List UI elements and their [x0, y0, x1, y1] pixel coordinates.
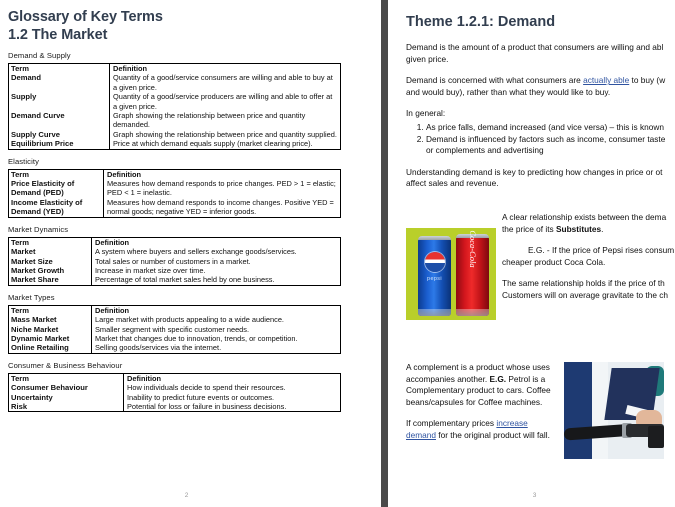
table-row	[9, 247, 341, 256]
definition-cell: Percentage of total market sales held by one business.	[95, 275, 275, 285]
term-cell: Demand	[9, 73, 110, 92]
table-row	[9, 383, 341, 392]
table-row	[9, 73, 341, 92]
glossary-table-market-types	[8, 305, 341, 354]
glossary-table-demand-supply	[8, 63, 341, 150]
text-line: cheaper product Coca Cola.	[502, 256, 606, 267]
table-row	[9, 275, 341, 285]
table-row	[9, 130, 341, 139]
complement-text-block	[406, 362, 556, 452]
text-line: beans/capsules for Coffee machines.	[406, 396, 543, 407]
term-cell: Niche Market	[9, 325, 92, 334]
column-header-definition: Definition	[95, 305, 130, 315]
column-header-definition: Definition	[127, 373, 162, 383]
column-header-term: Term	[9, 237, 92, 247]
term-cell: Market Size	[9, 257, 92, 266]
definition-cell: Quantity of a good/service consumers are willing and able to buy at a given price.	[113, 73, 333, 92]
term-cell: Equilibrium Price	[9, 139, 110, 149]
term-substitutes: Substitutes	[555, 223, 602, 234]
definition-cell: Graph showing the relationship between price and quantity supplied.	[113, 129, 337, 139]
glossary-table-market-dynamics	[8, 237, 341, 286]
paragraph-example-pepsi	[502, 245, 675, 268]
substitutes-text-block	[502, 212, 675, 312]
table-row	[9, 343, 341, 353]
text-line: Demand is the amount of a product that consumers are willing and abl	[406, 42, 664, 52]
paragraph-substitutes	[502, 212, 675, 235]
right-page	[394, 0, 675, 507]
glossary-table-consumer-business-behaviour	[8, 373, 341, 413]
section-label-market-types: Market Types	[8, 292, 55, 302]
term-cell: Consumer Behaviour	[9, 383, 124, 392]
definition-cell: Graph showing the relationship between price and quantity demanded.	[113, 111, 306, 130]
paragraph-same-relationship	[502, 278, 675, 301]
text-line: to buy (w	[629, 75, 666, 86]
page-subtitle: 1.2 The Market	[8, 27, 108, 43]
text-line: .	[601, 223, 604, 234]
definition-cell: Inability to predict future events or outcomes.	[127, 392, 275, 402]
text-line: A complement is a product whose uses	[406, 362, 550, 372]
coca-cola-can-label: Coca-Cola	[467, 230, 478, 268]
paragraph-complementary-prices	[406, 418, 556, 441]
theme-title: Theme 1.2.1: Demand	[406, 14, 556, 30]
pepsi-can	[418, 236, 451, 316]
definition-cell: Selling goods/services via the internet.	[95, 343, 222, 353]
page-number-right: 3	[532, 492, 537, 499]
term-cell: Supply Curve	[9, 130, 110, 139]
paragraph-demand-definition	[406, 42, 675, 65]
gutter-left	[373, 0, 381, 507]
definition-cell: A system where buyers and sellers exchange goods/services.	[95, 247, 297, 257]
definition-cell: How individuals decide to spend their resources.	[127, 383, 286, 393]
table-row	[9, 334, 341, 343]
can-top	[418, 236, 451, 240]
page-number-left: 2	[184, 492, 189, 499]
list-item	[426, 122, 675, 134]
glossary-table-elasticity	[8, 169, 341, 218]
term-cell: Income Elasticity of Demand (YED)	[9, 198, 104, 217]
list-item-text: As price falls, demand increased (and vice versa) – this is known	[426, 121, 664, 132]
text-line: E.G. - If the price of Pepsi rises consum	[528, 245, 675, 256]
car-body	[564, 362, 592, 459]
fuel-nozzle-spout	[648, 426, 664, 448]
text-line: and would buy), rather than what they would like to buy.	[406, 86, 611, 97]
term-cell: Price Elasticity of Demand (PED)	[9, 179, 104, 198]
table-row	[9, 179, 341, 198]
section-label-market-dynamics: Market Dynamics	[8, 224, 69, 234]
text-line: Petrol is a	[506, 373, 546, 384]
text-line: Demand is concerned with what consumers are	[406, 75, 584, 86]
text-line: Customers will on average gravitate to the ch	[502, 289, 669, 300]
column-header-definition: Definition	[113, 64, 148, 73]
can-base	[456, 309, 489, 316]
column-header-term: Term	[9, 373, 124, 383]
definition-cell: Price at which demand equals supply (market clearing price).	[113, 139, 313, 149]
term-cell: Demand Curve	[9, 111, 110, 130]
text-line: affect sales and revenue.	[406, 178, 499, 189]
text-line: The same relationship holds if the price of th	[502, 278, 665, 289]
text-line: If complementary prices	[406, 418, 497, 429]
column-header-term: Term	[9, 169, 104, 179]
table-row	[9, 373, 341, 383]
text-line: for the original product will fall.	[435, 429, 550, 440]
list-item-continuation: or complements and advertising	[426, 145, 544, 156]
definition-cell: Measures how demand responds to income changes. Positive YED = normal goods; negative YED = inferior goods.	[107, 197, 334, 217]
table-row	[9, 402, 341, 412]
term-cell: Market Growth	[9, 266, 92, 275]
table-row	[9, 325, 341, 334]
table-row	[9, 305, 341, 315]
definition-cell: Potential for loss or failure in business decisions.	[127, 401, 287, 411]
term-cell: Online Retailing	[9, 343, 92, 353]
page-divider	[381, 0, 388, 507]
in-general-list	[406, 122, 675, 157]
table-row	[9, 257, 341, 266]
table-row	[9, 266, 341, 275]
text-line: given price.	[406, 53, 449, 64]
term-cell: Uncertainty	[9, 393, 124, 402]
table-row	[9, 111, 341, 130]
section-label-consumer-business-behaviour: Consumer & Business Behaviour	[8, 360, 123, 370]
image-pepsi-coca-cola-cans	[406, 228, 496, 320]
table-row	[9, 315, 341, 324]
text-line: accompanies another.	[406, 373, 490, 384]
term-cell: Risk	[9, 402, 124, 412]
table-row	[9, 92, 341, 111]
definition-cell: Large market with products appealing to a wide audience.	[95, 315, 284, 325]
term-cell: Mass Market	[9, 315, 92, 324]
section-label-demand-supply: Demand & Supply	[8, 51, 71, 60]
section-label-elasticity: Elasticity	[8, 156, 39, 166]
text-line: Complementary product to cars. Coffee	[406, 385, 551, 396]
definition-cell: Quantity of a good/service producers are willing and able to offer at a given price.	[113, 92, 333, 111]
pepsi-can-label: pepsi	[427, 276, 442, 282]
table-row	[9, 237, 341, 247]
can-base	[418, 309, 451, 316]
text-line: A clear relationship exists between the dema	[502, 212, 667, 222]
inline-link-demand[interactable]: demand	[406, 429, 436, 440]
definition-cell: Market that changes due to innovation, trends, or competition.	[95, 333, 298, 343]
definition-cell: Increase in market size over time.	[95, 265, 206, 275]
definition-cell: Measures how demand responds to price changes. PED > 1 = elastic; PED < 1 = inelastic.	[107, 179, 336, 198]
term-cell: Market Share	[9, 275, 92, 285]
list-item	[426, 134, 675, 157]
text-line: the price of its	[502, 223, 556, 234]
pepsi-logo-icon	[425, 252, 445, 272]
term-eg: E.G.	[489, 373, 507, 384]
term-cell: Supply	[9, 92, 110, 111]
column-header-definition: Definition	[95, 237, 130, 247]
definition-cell: Total sales or number of customers in a market.	[95, 256, 251, 266]
in-general-label: In general:	[406, 108, 446, 119]
coca-cola-can	[456, 230, 489, 316]
term-cell: Dynamic Market	[9, 334, 92, 343]
table-row	[9, 64, 341, 74]
paragraph-actually-able	[406, 75, 675, 98]
table-row	[9, 169, 341, 179]
column-header-term: Term	[9, 64, 110, 74]
inline-link-increase[interactable]: increase	[496, 418, 528, 429]
column-header-definition: Definition	[107, 169, 142, 179]
paragraph-complement	[406, 362, 556, 408]
definition-cell: Smaller segment with specific customer needs.	[95, 324, 250, 334]
page-title: Glossary of Key Terms	[8, 9, 163, 25]
paragraph-understanding-demand	[406, 167, 675, 190]
term-cell: Market	[9, 247, 92, 256]
table-row	[9, 393, 341, 402]
list-item-text: Demand is influenced by factors such as income, consumer taste	[426, 133, 666, 144]
inline-link-actually-able[interactable]: actually able	[583, 75, 630, 86]
table-row	[9, 139, 341, 149]
table-row	[9, 198, 341, 217]
text-line: Understanding demand is key to predicting how changes in price or ot	[406, 166, 663, 177]
column-header-term: Term	[9, 305, 92, 315]
image-petrol-refuelling	[564, 362, 664, 459]
